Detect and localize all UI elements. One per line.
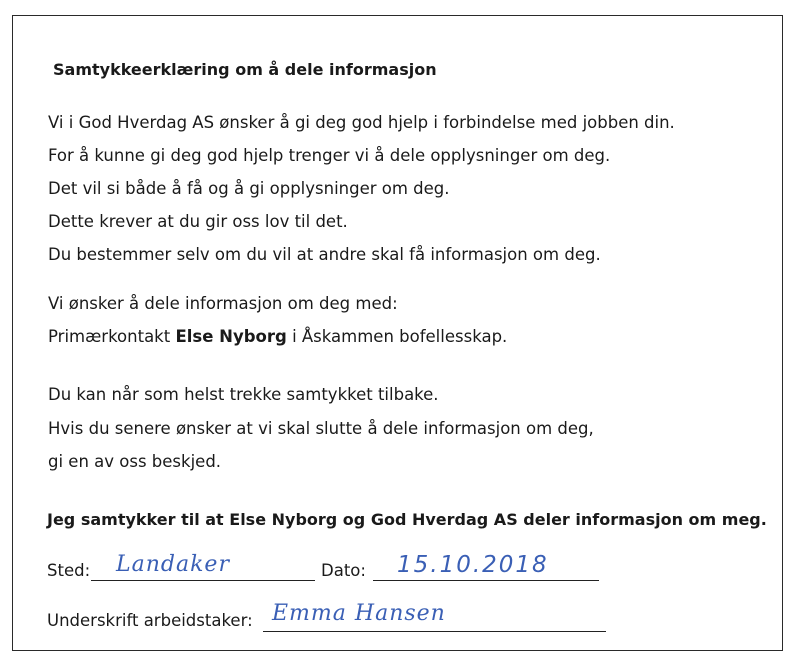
- date-label: Dato:: [321, 561, 366, 580]
- consent-statement: Jeg samtykker til at Else Nyborg og God Hverdag AS deler informasjon om meg.: [47, 510, 767, 529]
- contact-line: [48, 327, 507, 346]
- document-title: Samtykkeerklæring om å dele informasjon: [53, 60, 437, 79]
- paragraph3-line-1: Du kan når som helst trekke samtykket tilbake.: [48, 385, 439, 404]
- date-underline: [373, 580, 599, 581]
- place-underline: [91, 580, 315, 581]
- paragraph1-line-4: Dette krever at du gir oss lov til det.: [48, 212, 348, 231]
- place-field[interactable]: Landaker: [116, 552, 230, 577]
- paragraph3-line-3: gi en av oss beskjed.: [48, 452, 222, 471]
- signature-underline: [263, 631, 606, 632]
- paragraph1-line-1: Vi i God Hverdag AS ønsker å gi deg god hjelp i forbindelse med jobben din.: [48, 113, 675, 132]
- contact-name: Else Nyborg: [175, 327, 287, 346]
- paragraph1-line-2: For å kunne gi deg god hjelp trenger vi å dele opplysninger om deg.: [48, 146, 611, 165]
- signature-field[interactable]: Emma Hansen: [272, 601, 446, 626]
- signature-label: Underskrift arbeidstaker:: [47, 611, 253, 630]
- place-label: Sted:: [47, 561, 91, 580]
- contact-prefix: Primærkontakt: [48, 327, 171, 346]
- share-intro: Vi ønsker å dele informasjon om deg med:: [48, 294, 398, 313]
- paragraph1-line-5: Du bestemmer selv om du vil at andre skal få informasjon om deg.: [48, 245, 601, 264]
- paragraph3-line-2: Hvis du senere ønsker at vi skal slutte å dele informasjon om deg,: [48, 419, 594, 438]
- date-field[interactable]: 15.10.2018: [397, 552, 549, 578]
- paragraph1-line-3: Det vil si både å få og å gi opplysninger om deg.: [48, 179, 450, 198]
- contact-suffix: i Åskammen bofellesskap.: [292, 327, 508, 346]
